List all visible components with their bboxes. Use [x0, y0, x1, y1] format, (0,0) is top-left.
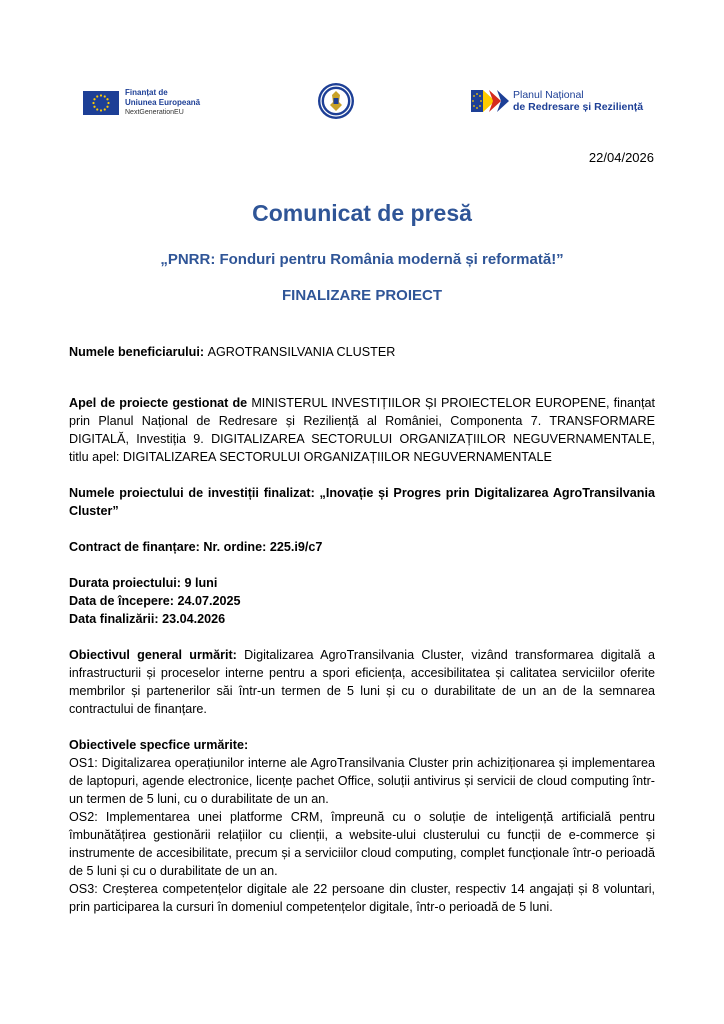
general-objective [69, 646, 655, 718]
specific-objective-1: OS1: Digitalizarea operațiunilor interne ale AgroTransilvania Cluster prin achiziționarea și implementarea de laptopuri, agende electronice, licențe pachet Office, soluții antivirus și servicii de cloud computing într-un termen de 5 luni, cu o durabilitate de un an. [69, 756, 655, 806]
specific-objectives-label: Obiectivele specfice urmărite: [69, 738, 249, 752]
end-date: Data finalizării: 23.04.2026 [69, 612, 226, 626]
project-status-heading: FINALIZARE PROIECT [282, 287, 442, 304]
pnrr-flag-icon [471, 90, 509, 112]
beneficiary-value: AGROTRANSILVANIA CLUSTER [207, 345, 396, 359]
project-name: Numele proiectului de investiții finalizat: „Inovație și Progres prin Digitalizarea AgroTransilvania Cluster” [69, 486, 655, 518]
financing-contract: Contract de finanțare: Nr. ordine: 225.i9/c7 [69, 540, 323, 554]
eu-logo-line3: NextGenerationEU [125, 109, 184, 116]
pnrr-logo-line2: de Redresare și Reziliență [513, 101, 644, 113]
document-date: 22/04/2026 [588, 150, 654, 165]
general-objective-text: Digitalizarea AgroTransilvania Cluster, vizând transformarea digitală a infrastructurii și proceselor interne pentru a spori eficiența, accesibilitatea și calitatea serviciilor oferite membrilor și partenerilor săi într-un termen de 5 luni și cu o durabilitate de un an de la semnarea contractului de finanțare. [69, 648, 655, 716]
document-header [0, 82, 724, 122]
general-objective-label: Obiectivul general urmărit: [69, 648, 245, 662]
eu-funding-logo [83, 88, 200, 118]
eu-logo-line2: Uniunea Europeană [125, 98, 201, 107]
document-body [69, 343, 655, 916]
call-label: Apel de proiecte gestionat de [69, 396, 252, 410]
project-duration: Durata proiectului: 9 luni [69, 576, 218, 590]
pnrr-logo [471, 89, 643, 113]
specific-objective-3: OS3: Creșterea competențelor digitale ale 22 persoane din cluster, respectiv 14 angajați și 8 voluntari, prin participarea la cursuri în domeniul competențelor digitale, într-o perioadă de 5 luni. [69, 882, 655, 914]
page-subtitle: „PNRR: Fonduri pentru România modernă și reformată!” [160, 251, 564, 268]
eu-flag-icon [83, 91, 119, 115]
page-title: Comunicat de presă [252, 200, 472, 226]
pnrr-logo-line1: Planul Național [513, 89, 584, 101]
beneficiary-line [69, 343, 655, 361]
beneficiary-label: Numele beneficiarului: [69, 345, 208, 359]
call-text: MINISTERUL INVESTIȚIILOR ȘI PROIECTELOR EUROPENE, finanțat prin Planul Național de Redresare și Reziliență al României, Componenta 7. TRANSFORMARE DIGITALĂ, Investiția 9. DIGITALIZAREA SECTORULUI ORGANIZAȚIILOR NEGUVERNAMENTALE, titlu apel: DIGITALIZAREA SECTORULUI ORGANIZAȚIILOR NEGUVERNAMENTALE [69, 396, 655, 464]
eu-logo-line1: Finanțat de [125, 88, 168, 97]
start-date: Data de începere: 24.07.2025 [69, 594, 241, 608]
romanian-government-seal-icon [317, 82, 355, 120]
specific-objective-2: OS2: Implementarea unei platforme CRM, împreună cu o soluție de inteligență artificială pentru îmbunătățirea gestionării relațiilor cu clienții, a website-ului clusterului cu funcții de e-commerce și instrumente de accesibilitate, precum și a serviciilor cloud computing, complet funcționale într-o perioadă de 5 luni și cu o durabilitate de un an. [69, 810, 655, 878]
call-paragraph [69, 394, 655, 466]
